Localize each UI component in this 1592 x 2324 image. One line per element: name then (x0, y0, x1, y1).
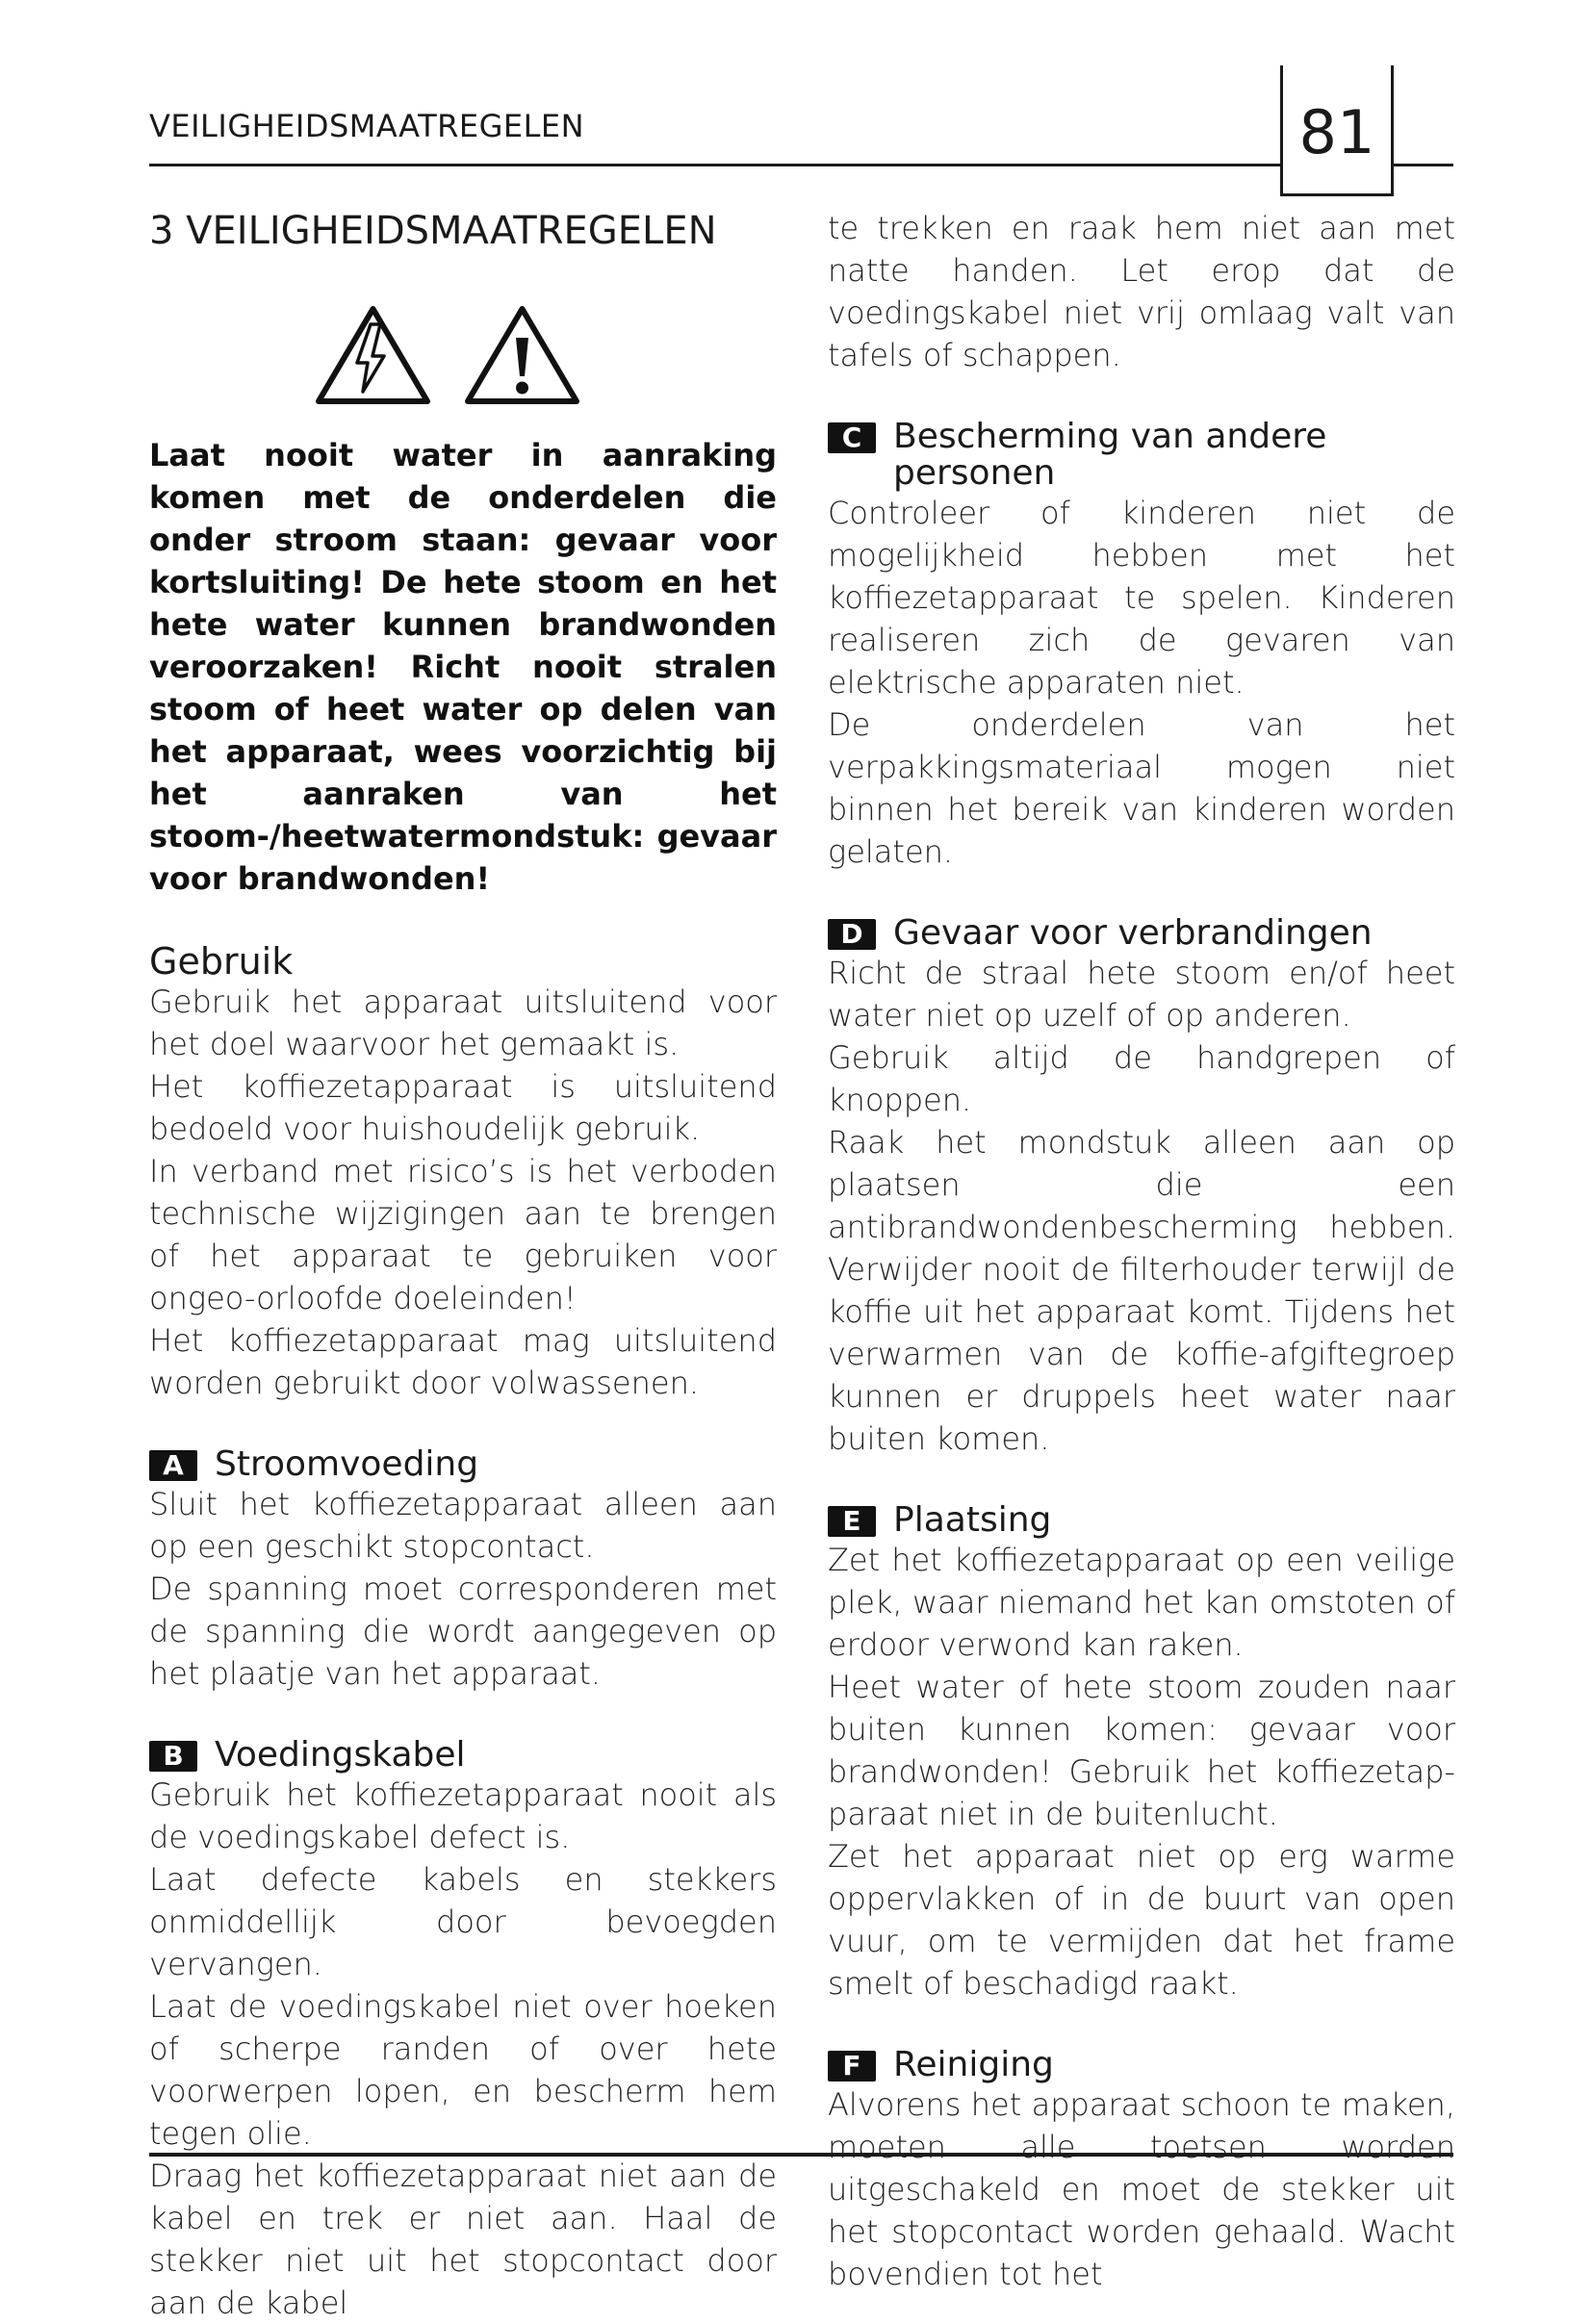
subsection-e-title: Plaatsing (893, 1500, 1052, 1540)
subsection-letter-badge: B (149, 1741, 197, 1772)
subsection-b-title: Voedingskabel (215, 1735, 466, 1775)
running-header-title: VEILIGHEIDSMAATREGELEN (149, 108, 585, 144)
subsection-c-heading (828, 419, 1455, 492)
footer-rule (149, 2153, 1453, 2157)
subsection-b-paragraph-2: Laat defecte kabels en stekkers onmiddellijk door bevoegden vervangen. (149, 1861, 777, 1982)
gebruik-paragraph-3: In verband met risico’s is het verboden technische wijzigingen aan te brengen of het apparaat te gebruiken voor ongeo-orloofde doeleinden! (149, 1153, 777, 1316)
subsection-d-paragraph-2: Gebruik altijd de handgrepen of knoppen. (828, 1039, 1455, 1118)
subsection-b-paragraph-1: Gebruik het koffiezetapparaat nooit als de voedingskabel defect is. (149, 1776, 777, 1855)
subsection-f-heading (828, 2047, 1455, 2083)
subsection-a-heading (149, 1446, 777, 1483)
subsection-c-paragraph-1: Controleer of kinderen niet de mogelijkheid hebben met het koffiezetapparaat te spelen. Kinderen realiseren zich de gevaren van elektrische apparaten niet. (828, 495, 1455, 701)
electric-hazard-icon (313, 303, 433, 407)
page-number-box (1280, 65, 1394, 196)
subsection-c-title: Bescherming van andere personen (893, 417, 1327, 493)
gebruik-paragraph-2: Het koffiezetapparaat is uitsluitend bedoeld voor huishoudelijk gebruik. (149, 1068, 777, 1147)
section-title: 3 VEILIGHEIDSMAATREGELEN (149, 209, 717, 253)
gebruik-heading: Gebruik (149, 940, 294, 983)
page-number: 81 (1298, 96, 1375, 167)
subsection-d-paragraph-3: Raak het mondstuk alleen aan op plaatsen die een antibrandwondenbescherming hebben. Verwijder nooit de filterhouder terwijl de koffie uit het apparaat komt. Tijdens het verwarmen van de koffie-afgiftegroep kunnen er druppels heet water naar buiten komen. (828, 1124, 1455, 1457)
subsection-e-heading (828, 1502, 1455, 1539)
subsection-f-paragraph-1: Alvorens het apparaat schoon te maken, moeten alle toetsen worden uitgeschakeld en moet de stekker uit het stopcontact worden gehaald. Wacht bovendien tot het (828, 2086, 1455, 2292)
header-rule (149, 164, 1453, 166)
subsection-letter-badge: D (828, 919, 876, 950)
right-column (828, 207, 1455, 2295)
subsection-d-heading (828, 915, 1455, 952)
warning-exclamation-icon (462, 303, 582, 407)
safety-warning-text: Laat nooit water in aanraking komen met de onderdelen die onder stroom staan: gevaar voor kortsluiting! De hete stoom en het hete water kunnen brandwonden veroorzaken! Richt nooit stralen stoom of heet water op delen van het apparaat, wees voorzichtig bij het aanraken van het stoom-/heetwatermondstuk: gevaar voor brandwonden! (149, 437, 777, 897)
subsection-f-title: Reiniging (893, 2045, 1054, 2084)
left-column (149, 207, 777, 2324)
hazard-icons (313, 303, 777, 407)
gebruik-paragraph-1: Gebruik het apparaat uitsluitend voor het doel waarvoor het gemaakt is. (149, 983, 777, 1062)
subsection-b-paragraph-3: Laat de voedingskabel niet over hoeken of scherpe randen of over hete voorwerpen lopen, en bescherm hem tegen olie. (149, 1988, 777, 2152)
subsection-b-continuation: te trekken en raak hem niet aan met natte handen. Let erop dat de voedingskabel niet vrij omlaag valt van tafels of schappen. (828, 210, 1455, 373)
subsection-d-title: Gevaar voor verbrandingen (893, 913, 1373, 953)
subsection-letter-badge: E (828, 1506, 876, 1537)
subsection-d-paragraph-1: Richt de straal hete stoom en/of heet water niet op uzelf of op anderen. (828, 955, 1455, 1034)
subsection-e-paragraph-1: Zet het koffiezetapparaat op een veilige plek, waar niemand het kan omstoten of erdoor verwond kan raken. (828, 1542, 1455, 1663)
subsection-letter-badge: F (828, 2051, 876, 2081)
subsection-a-title: Stroomvoeding (215, 1444, 479, 1484)
subsection-b-heading (149, 1737, 777, 1774)
subsection-a-paragraph-2: De spanning moet corresponderen met de spanning die wordt aangegeven op het plaatje van het apparaat. (149, 1571, 777, 1692)
subsection-e-paragraph-2: Heet water of hete stoom zouden naar buiten kunnen komen: gevaar voor brandwonden! Gebruik het koffiezetap-paraat niet in de buitenlucht. (828, 1669, 1455, 1832)
subsection-b-paragraph-4: Draag het koffiezetapparaat niet aan de kabel en trek er niet aan. Haal de stekker niet uit het stopcontact door aan de kabel (149, 2158, 777, 2321)
gebruik-paragraph-4: Het koffiezetapparaat mag uitsluitend worden gebruikt door volwassenen. (149, 1322, 777, 1401)
subsection-letter-badge: A (149, 1450, 197, 1481)
subsection-e-paragraph-3: Zet het apparaat niet op erg warme oppervlakken of in de buurt van open vuur, om te vermijden dat het frame smelt of beschadigd raakt. (828, 1838, 1455, 2002)
subsection-c-paragraph-2: De onderdelen van het verpakkingsmateriaal mogen niet binnen het bereik van kinderen worden gelaten. (828, 706, 1455, 870)
subsection-a-paragraph-1: Sluit het koffiezetapparaat alleen aan op een geschikt stopcontact. (149, 1486, 777, 1565)
subsection-letter-badge: C (828, 422, 876, 453)
